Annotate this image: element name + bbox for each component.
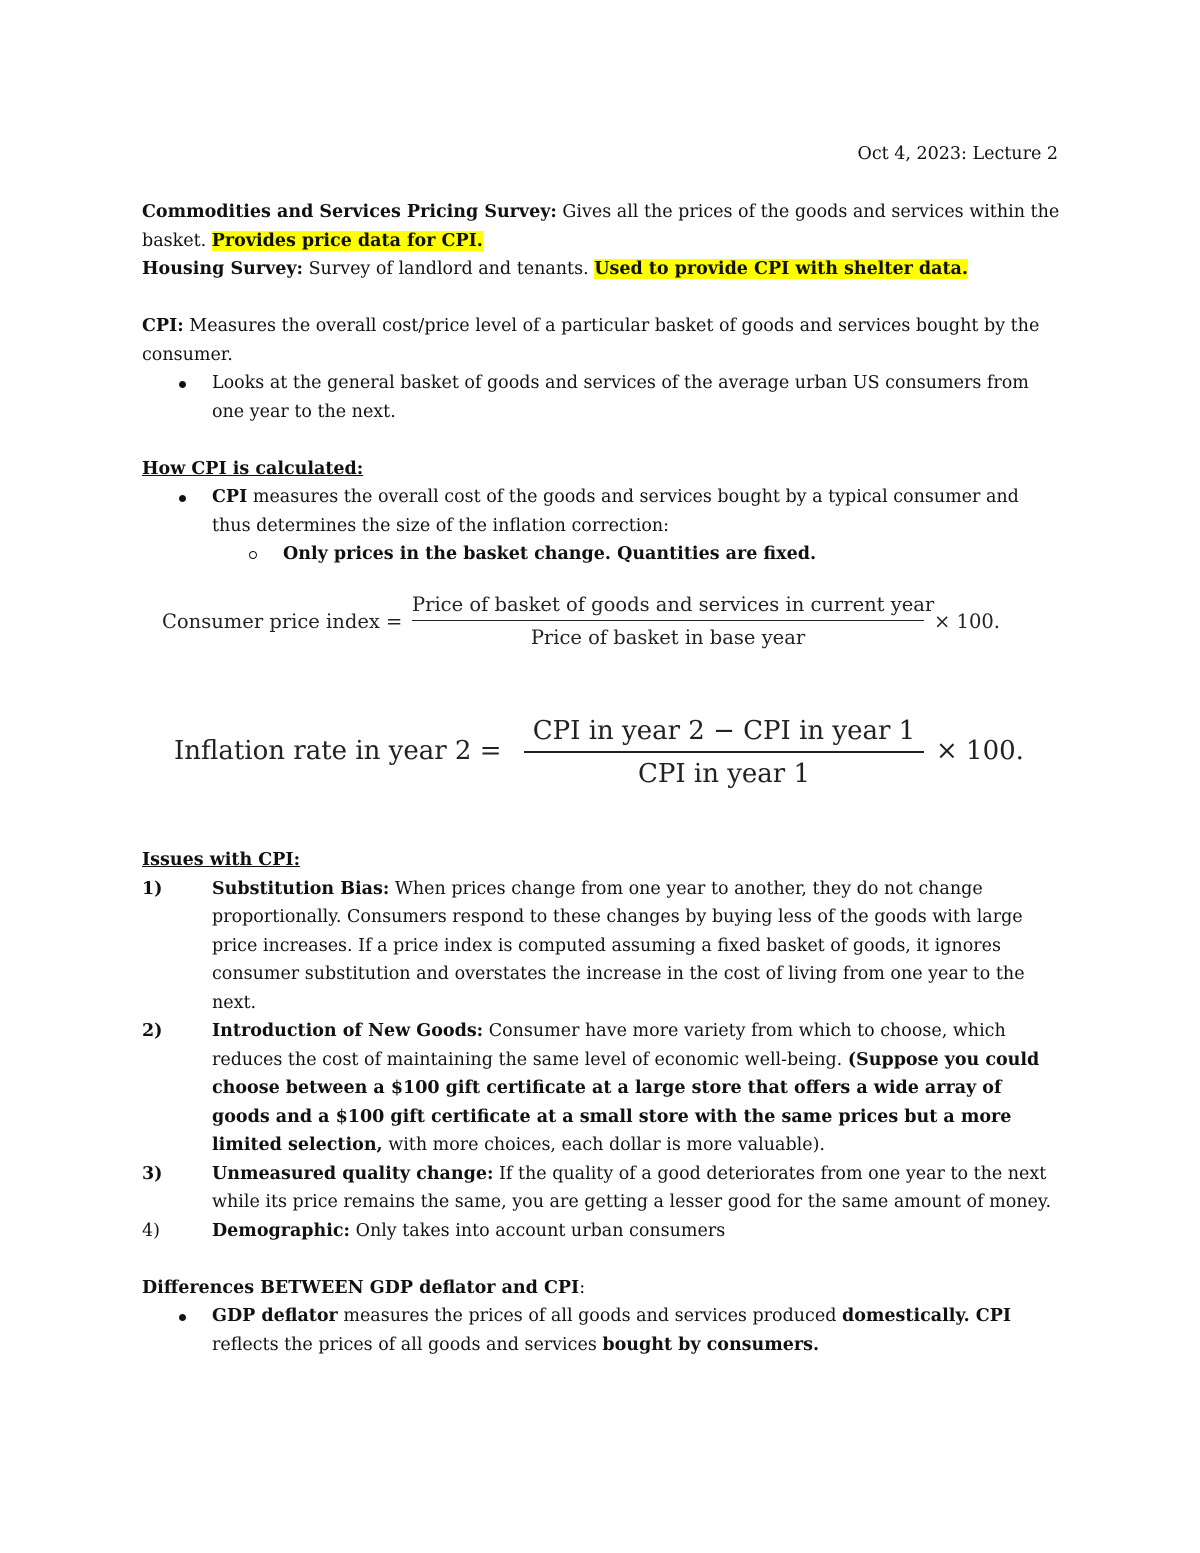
- housing-survey-paragraph: [142, 255, 1060, 284]
- cpi-formula-fraction: [412, 590, 935, 653]
- issue-example: (Suppose you could choose between a $100 gift certificate at a large store that offers a wide array of goods and a $100 gift certificate at a small store with the same prices but a more limited selection,: [212, 1049, 1040, 1155]
- issue-term: Demographic:: [212, 1220, 351, 1241]
- inflation-formula-fraction: [524, 712, 924, 793]
- how-cpi-calculated-list: [142, 483, 1060, 569]
- housing-survey-desc: Survey of landlord and tenants.: [303, 259, 595, 279]
- differences-heading: [142, 1274, 1060, 1303]
- inflation-formula-numerator: CPI in year 2 − CPI in year 1: [532, 716, 916, 746]
- issues-heading: Issues with CPI:: [142, 850, 301, 870]
- differences-list: [142, 1302, 1060, 1359]
- list-item: [283, 540, 1060, 569]
- cpi-definition-desc: Measures the overall cost/price level of a particular basket of goods and services bought by the consumer.: [142, 316, 1040, 365]
- cpi-definition-term: CPI:: [142, 316, 184, 336]
- inflation-formula-rhs: × 100.: [936, 736, 1024, 766]
- differences-heading-text: Differences BETWEEN GDP deflator and CPI: [142, 1277, 580, 1298]
- list-number: 1): [142, 878, 163, 899]
- list-item: [212, 483, 1060, 569]
- list-item: Looks at the general basket of goods and services of the average urban US consumers from one year to the next.: [212, 369, 1060, 426]
- notes-upper: [142, 198, 1060, 569]
- list-item: [142, 1017, 1060, 1160]
- cpi-bullet-desc: measures the overall cost of the goods and services bought by a typical consumer and thus determines the size of the inflation correction:: [212, 487, 1019, 536]
- cpi-formula-lhs: Consumer price index =: [162, 610, 403, 633]
- issues-list: [142, 875, 1060, 1246]
- issue-desc: Only takes into account urban consumers: [350, 1220, 726, 1241]
- list-item: [212, 1302, 1060, 1359]
- inflation-formula-denominator: CPI in year 1: [637, 758, 811, 789]
- commodities-survey-paragraph: [142, 198, 1060, 255]
- fraction-bar: [412, 620, 924, 621]
- commodities-survey-desc: Gives all the prices of the goods and services within the basket.: [142, 202, 1060, 251]
- inflation-formula-lhs: Inflation rate in year 2 =: [174, 736, 502, 766]
- commodities-survey-term: Commodities and Services Pricing Survey:: [142, 202, 557, 222]
- housing-survey-term: Housing Survey:: [142, 259, 303, 279]
- issue-desc: If the quality of a good deteriorates from one year to the next while its price remains the same, you are getting a lesser good for the same amount of money.: [212, 1163, 1052, 1212]
- how-cpi-calculated-heading: How CPI is calculated:: [142, 458, 364, 479]
- differences-bold-2: bought by consumers.: [602, 1334, 820, 1355]
- differences-bold-1: domestically. CPI: [841, 1306, 1012, 1326]
- issue-term: Introduction of New Goods:: [212, 1021, 484, 1041]
- cpi-formula-rhs: × 100.: [934, 610, 1000, 633]
- lecture-date: Oct 4, 2023: Lecture 2: [857, 144, 1058, 164]
- cpi-formula-numerator: Price of basket of goods and services in current year: [412, 593, 935, 616]
- list-item: [142, 875, 1060, 1018]
- list-number: 3): [142, 1163, 163, 1184]
- list-item: [142, 1217, 1060, 1246]
- cpi-definition-paragraph: [142, 312, 1060, 369]
- housing-survey-highlight: Used to provide CPI with shelter data.: [594, 259, 968, 279]
- differences-text-1: measures the prices of all goods and services produced: [337, 1306, 842, 1326]
- list-number: 2): [142, 1021, 163, 1041]
- cpi-formula-denominator: Price of basket in base year: [530, 626, 806, 650]
- issue-desc-tail: with more choices, each dollar is more valuable).: [382, 1135, 825, 1155]
- commodities-survey-highlight: Provides price data for CPI.: [211, 230, 483, 251]
- list-item: [142, 1160, 1060, 1217]
- cpi-bullet-term: CPI: [212, 487, 248, 507]
- differences-text-2: reflects the prices of all goods and services: [212, 1334, 603, 1355]
- sub-list: [212, 540, 1060, 569]
- fixed-quantities-note: Only prices in the basket change. Quantities are fixed.: [283, 544, 817, 564]
- gdp-deflator-term: GDP deflator: [212, 1306, 338, 1326]
- list-number: 4): [142, 1220, 160, 1241]
- issue-desc: When prices change from one year to another, they do not change proportionally. Consumers respond to these changes by buying less of the goods with large price increases. If a price index is computed assuming a fixed basket of goods, it ignores consumer substitution and overstates the increase in the cost of living from one year to the next.: [212, 878, 1025, 1013]
- notes-lower: [142, 846, 1060, 1359]
- issue-term: Substitution Bias:: [212, 878, 390, 899]
- fraction-bar: [524, 751, 924, 753]
- inflation-formula: [174, 712, 1044, 792]
- cpi-formula: [162, 590, 1022, 654]
- issue-desc: Consumer have more variety from which to choose, which reduces the cost of maintaining the same level of economic well-being.: [212, 1021, 1006, 1070]
- differences-heading-colon: :: [579, 1277, 586, 1298]
- cpi-definition-list: [142, 369, 1060, 426]
- issue-term: Unmeasured quality change:: [212, 1163, 494, 1184]
